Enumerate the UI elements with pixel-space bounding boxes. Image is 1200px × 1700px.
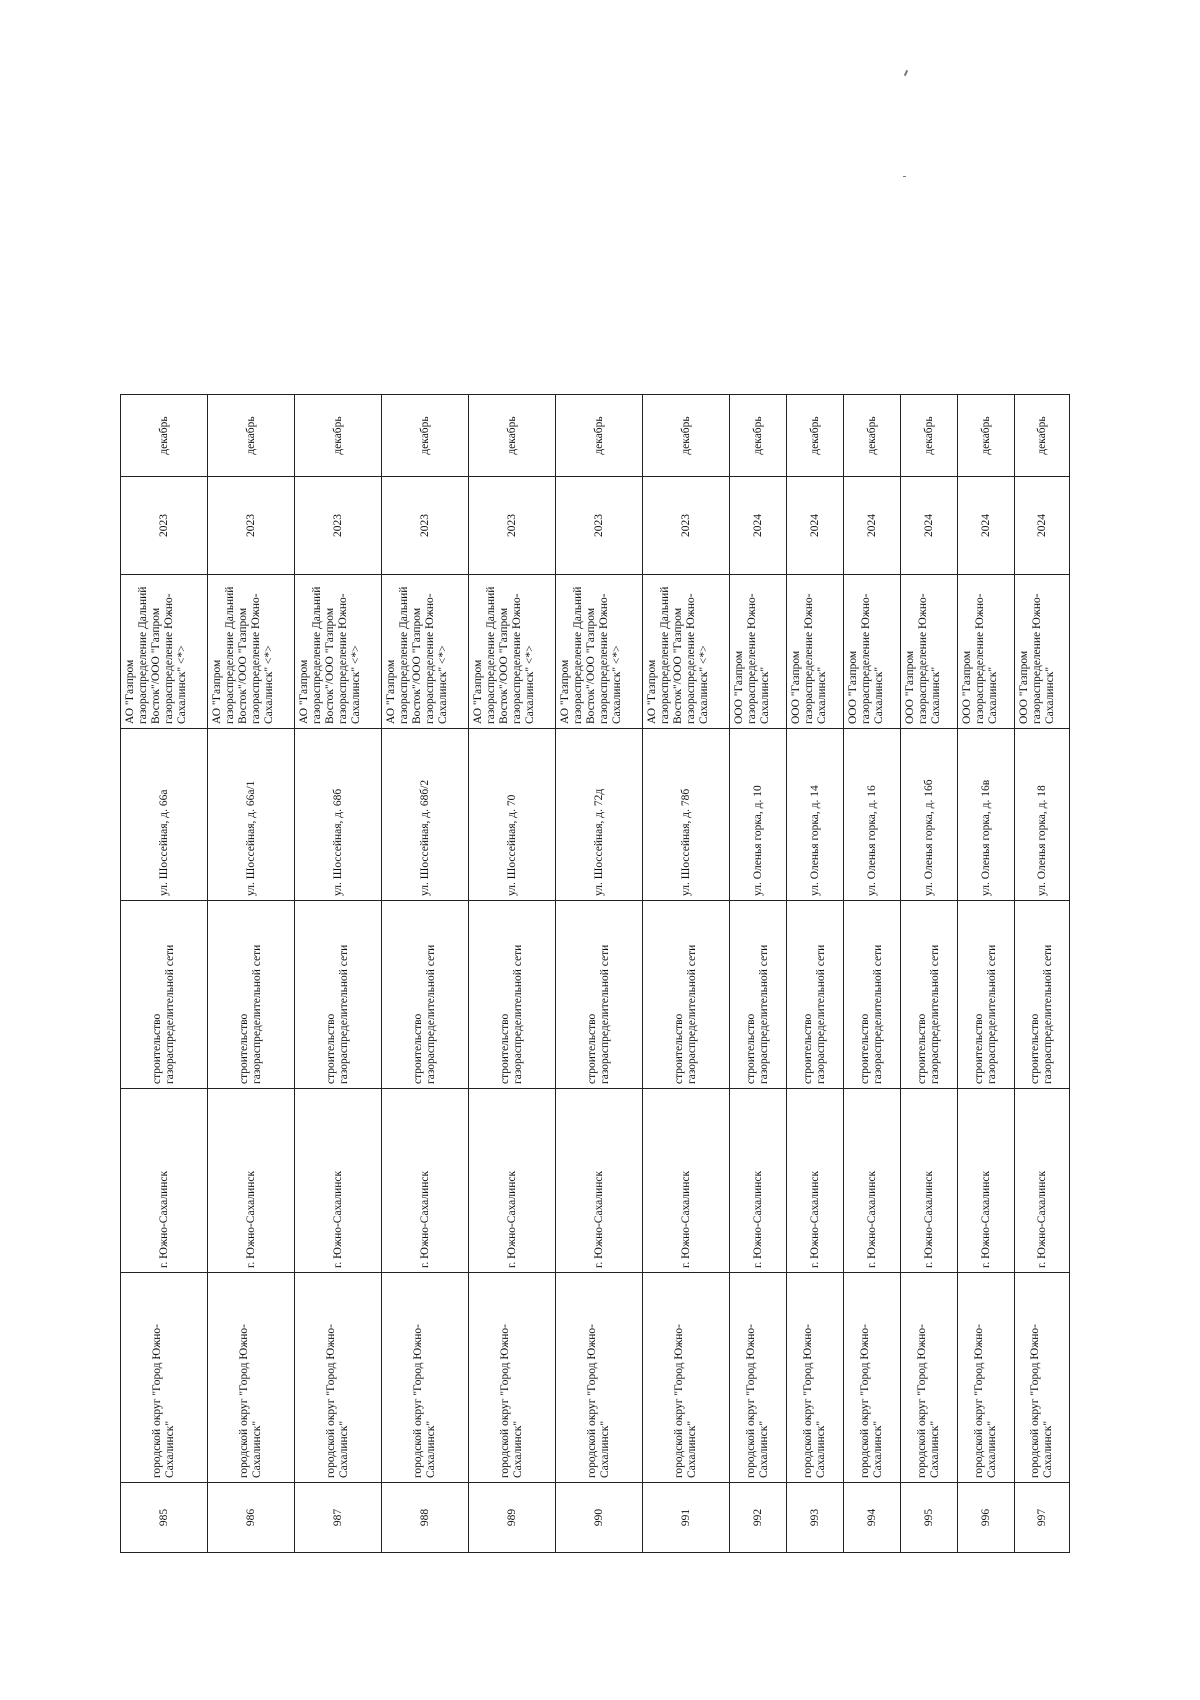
grantee-cell: ООО "Газпром газораспределение Южно-Сахалинск" bbox=[901, 575, 958, 729]
work-type-cell: строительство газораспределительной сети bbox=[1015, 901, 1070, 1089]
work-type-cell: строительство газораспределительной сети bbox=[730, 901, 787, 1089]
grantee-cell: АО "Газпром газораспределение Дальний Восток"/ООО "Газпром газораспределение Южно-Сахалинск" <*> bbox=[469, 575, 556, 729]
row-number: 996 bbox=[958, 1483, 1015, 1553]
work-type-cell: строительство газораспределительной сети bbox=[556, 901, 643, 1089]
month-cell: декабрь bbox=[730, 395, 787, 477]
address-cell: ул. Оленья горка, д. 16б bbox=[901, 729, 958, 901]
table-row bbox=[382, 395, 469, 1553]
month-cell: декабрь bbox=[844, 395, 901, 477]
table-row bbox=[556, 395, 643, 1553]
grantee-cell: ООО "Газпром газораспределение Южно-Сахалинск" bbox=[844, 575, 901, 729]
address-cell: ул. Шоссейная, д. 68б bbox=[295, 729, 382, 901]
year-cell: 2024 bbox=[730, 477, 787, 575]
month-cell: декабрь bbox=[901, 395, 958, 477]
grantee-cell: АО "Газпром газораспределение Дальний Восток"/ООО "Газпром газораспределение Южно-Сахалинск" <*> bbox=[556, 575, 643, 729]
municipality-cell: городской округ "Город Южно-Сахалинск" bbox=[1015, 1273, 1070, 1483]
city-cell: г. Южно-Сахалинск bbox=[844, 1089, 901, 1273]
year-cell: 2024 bbox=[958, 477, 1015, 575]
work-type-cell: строительство газораспределительной сети bbox=[958, 901, 1015, 1089]
row-number: 987 bbox=[295, 1483, 382, 1553]
row-number: 997 bbox=[1015, 1483, 1070, 1553]
month-cell: декабрь bbox=[469, 395, 556, 477]
table-row bbox=[469, 395, 556, 1553]
month-cell: декабрь bbox=[556, 395, 643, 477]
grantee-cell: ООО "Газпром газораспределение Южно-Сахалинск" bbox=[1015, 575, 1070, 729]
grantee-cell: ООО "Газпром газораспределение Южно-Сахалинск" bbox=[730, 575, 787, 729]
work-type-cell: строительство газораспределительной сети bbox=[208, 901, 295, 1089]
grantee-cell: ООО "Газпром газораспределение Южно-Сахалинск" bbox=[787, 575, 844, 729]
row-number: 985 bbox=[121, 1483, 208, 1553]
table-row bbox=[643, 395, 730, 1553]
year-cell: 2024 bbox=[1015, 477, 1070, 575]
table-row bbox=[121, 395, 208, 1553]
city-cell: г. Южно-Сахалинск bbox=[787, 1089, 844, 1273]
table-row bbox=[730, 395, 787, 1553]
year-cell: 2023 bbox=[295, 477, 382, 575]
table-row bbox=[787, 395, 844, 1553]
grantee-cell: АО "Газпром газораспределение Дальний Восток"/ООО "Газпром газораспределение Южно-Сахалинск" <*> bbox=[208, 575, 295, 729]
table-row bbox=[1015, 395, 1070, 1553]
row-number: 986 bbox=[208, 1483, 295, 1553]
municipality-cell: городской округ "Город Южно-Сахалинск" bbox=[958, 1273, 1015, 1483]
grantee-cell: АО "Газпром газораспределение Дальний Восток"/ООО "Газпром газораспределение Южно-Сахалинск" <*> bbox=[295, 575, 382, 729]
address-cell: ул. Шоссейная, д. 68б/2 bbox=[382, 729, 469, 901]
grantee-cell: АО "Газпром газораспределение Дальний Восток"/ООО "Газпром газораспределение Южно-Сахалинск" <*> bbox=[382, 575, 469, 729]
scan-mark bbox=[903, 176, 906, 177]
municipality-cell: городской округ "Город Южно-Сахалинск" bbox=[643, 1273, 730, 1483]
city-cell: г. Южно-Сахалинск bbox=[901, 1089, 958, 1273]
municipality-cell: городской округ "Город Южно-Сахалинск" bbox=[901, 1273, 958, 1483]
month-cell: декабрь bbox=[121, 395, 208, 477]
municipality-cell: городской округ "Город Южно-Сахалинск" bbox=[844, 1273, 901, 1483]
grantee-cell: АО "Газпром газораспределение Дальний Восток"/ООО "Газпром газораспределение Южно-Сахалинск" <*> bbox=[643, 575, 730, 729]
city-cell: г. Южно-Сахалинск bbox=[382, 1089, 469, 1273]
table-row bbox=[901, 395, 958, 1553]
municipality-cell: городской округ "Город Южно-Сахалинск" bbox=[208, 1273, 295, 1483]
year-cell: 2023 bbox=[382, 477, 469, 575]
address-cell: ул. Шоссейная, д. 70 bbox=[469, 729, 556, 901]
municipality-cell: городской округ "Город Южно-Сахалинск" bbox=[382, 1273, 469, 1483]
work-type-cell: строительство газораспределительной сети bbox=[121, 901, 208, 1089]
row-number: 995 bbox=[901, 1483, 958, 1553]
row-number: 989 bbox=[469, 1483, 556, 1553]
year-cell: 2023 bbox=[121, 477, 208, 575]
row-number: 993 bbox=[787, 1483, 844, 1553]
year-cell: 2024 bbox=[901, 477, 958, 575]
gasification-schedule-table bbox=[120, 394, 1070, 1553]
month-cell: декабрь bbox=[643, 395, 730, 477]
work-type-cell: строительство газораспределительной сети bbox=[469, 901, 556, 1089]
city-cell: г. Южно-Сахалинск bbox=[556, 1089, 643, 1273]
year-cell: 2024 bbox=[787, 477, 844, 575]
city-cell: г. Южно-Сахалинск bbox=[121, 1089, 208, 1273]
municipality-cell: городской округ "Город Южно-Сахалинск" bbox=[730, 1273, 787, 1483]
address-cell: ул. Оленья горка, д. 16 bbox=[844, 729, 901, 901]
year-cell: 2024 bbox=[844, 477, 901, 575]
table-row bbox=[295, 395, 382, 1553]
work-type-cell: строительство газораспределительной сети bbox=[844, 901, 901, 1089]
year-cell: 2023 bbox=[643, 477, 730, 575]
municipality-cell: городской округ "Город Южно-Сахалинск" bbox=[121, 1273, 208, 1483]
city-cell: г. Южно-Сахалинск bbox=[295, 1089, 382, 1273]
row-number: 992 bbox=[730, 1483, 787, 1553]
municipality-cell: городской округ "Город Южно-Сахалинск" bbox=[787, 1273, 844, 1483]
row-number: 988 bbox=[382, 1483, 469, 1553]
work-type-cell: строительство газораспределительной сети bbox=[901, 901, 958, 1089]
city-cell: г. Южно-Сахалинск bbox=[1015, 1089, 1070, 1273]
grantee-cell: ООО "Газпром газораспределение Южно-Сахалинск" bbox=[958, 575, 1015, 729]
table-row bbox=[958, 395, 1015, 1553]
address-cell: ул. Оленья горка, д. 14 bbox=[787, 729, 844, 901]
month-cell: декабрь bbox=[295, 395, 382, 477]
municipality-cell: городской округ "Город Южно-Сахалинск" bbox=[295, 1273, 382, 1483]
city-cell: г. Южно-Сахалинск bbox=[208, 1089, 295, 1273]
work-type-cell: строительство газораспределительной сети bbox=[787, 901, 844, 1089]
month-cell: декабрь bbox=[208, 395, 295, 477]
row-number: 990 bbox=[556, 1483, 643, 1553]
work-type-cell: строительство газораспределительной сети bbox=[295, 901, 382, 1089]
year-cell: 2023 bbox=[469, 477, 556, 575]
grantee-cell: АО "Газпром газораспределение Дальний Восток"/ООО "Газпром газораспределение Южно-Сахалинск" <*> bbox=[121, 575, 208, 729]
municipality-cell: городской округ "Город Южно-Сахалинск" bbox=[469, 1273, 556, 1483]
month-cell: декабрь bbox=[787, 395, 844, 477]
address-cell: ул. Шоссейная, д. 66а/1 bbox=[208, 729, 295, 901]
work-type-cell: строительство газораспределительной сети bbox=[382, 901, 469, 1089]
address-cell: ул. Шоссейная, д. 78б bbox=[643, 729, 730, 901]
address-cell: ул. Оленья горка, д. 16в bbox=[958, 729, 1015, 901]
scan-mark bbox=[904, 70, 908, 76]
address-cell: ул. Оленья горка, д. 18 bbox=[1015, 729, 1070, 901]
city-cell: г. Южно-Сахалинск bbox=[958, 1089, 1015, 1273]
month-cell: декабрь bbox=[958, 395, 1015, 477]
rotated-page bbox=[120, 395, 1063, 1553]
city-cell: г. Южно-Сахалинск bbox=[643, 1089, 730, 1273]
table-row bbox=[844, 395, 901, 1553]
month-cell: декабрь bbox=[1015, 395, 1070, 477]
year-cell: 2023 bbox=[208, 477, 295, 575]
row-number: 991 bbox=[643, 1483, 730, 1553]
municipality-cell: городской округ "Город Южно-Сахалинск" bbox=[556, 1273, 643, 1483]
city-cell: г. Южно-Сахалинск bbox=[730, 1089, 787, 1273]
month-cell: декабрь bbox=[382, 395, 469, 477]
work-type-cell: строительство газораспределительной сети bbox=[643, 901, 730, 1089]
city-cell: г. Южно-Сахалинск bbox=[469, 1089, 556, 1273]
address-cell: ул. Шоссейная, д. 72д bbox=[556, 729, 643, 901]
address-cell: ул. Оленья горка, д. 10 bbox=[730, 729, 787, 901]
row-number: 994 bbox=[844, 1483, 901, 1553]
year-cell: 2023 bbox=[556, 477, 643, 575]
address-cell: ул. Шоссейная, д. 66а bbox=[121, 729, 208, 901]
table-row bbox=[208, 395, 295, 1553]
